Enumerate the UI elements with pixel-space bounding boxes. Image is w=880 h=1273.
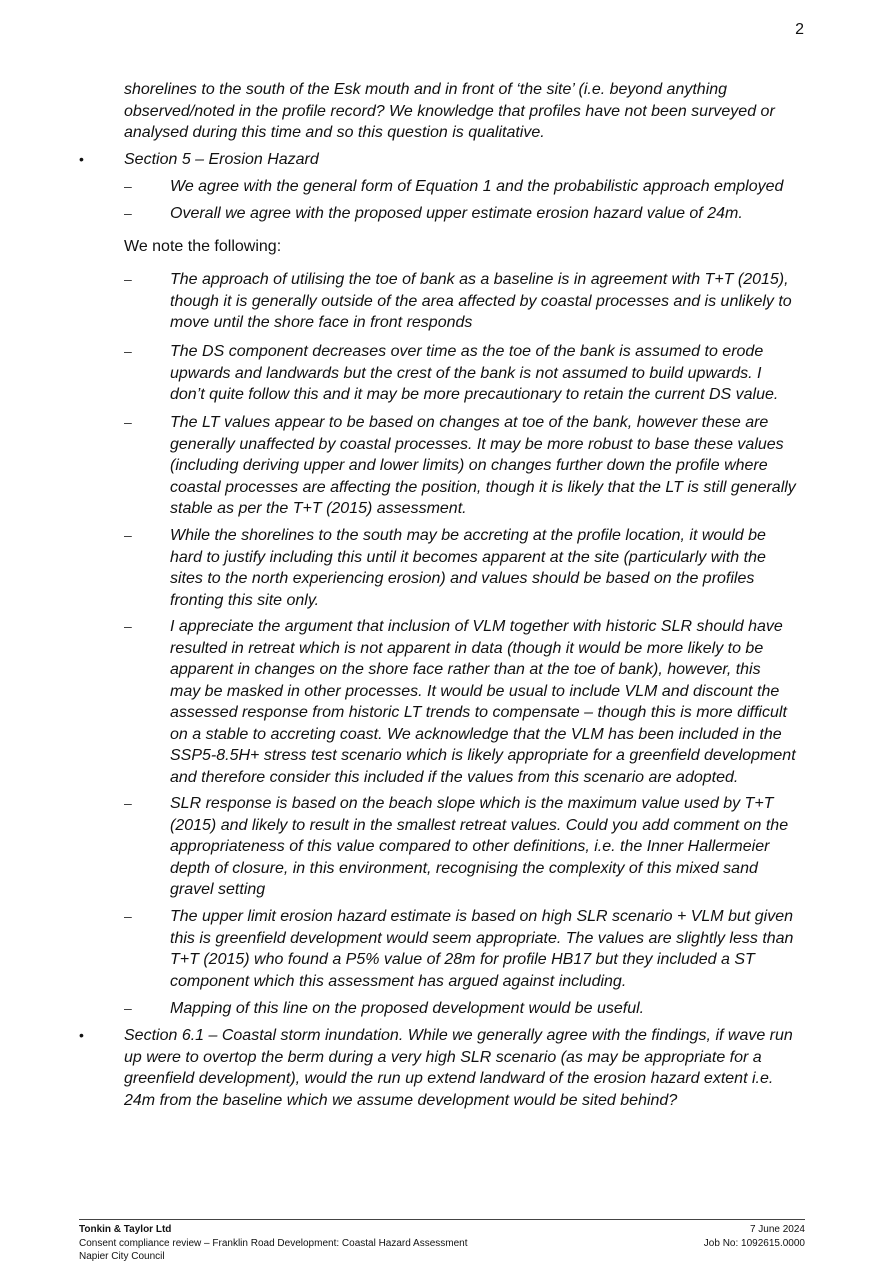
text-line: Section 6.1 – Coastal storm inundation. While we generally agree with the findings, if wave run bbox=[124, 1027, 793, 1044]
text-line: component which this assessment has argued against including. bbox=[170, 972, 627, 990]
dash-icon: – bbox=[124, 271, 132, 287]
dash-icon: – bbox=[124, 1000, 132, 1016]
bullet-icon: • bbox=[79, 151, 84, 167]
text-line: this is greenfield development would seem appropriate. The values are slightly less than bbox=[170, 929, 794, 947]
list-item-text bbox=[170, 412, 810, 520]
text-line: apparent in changes on the shore face rather than at the toe of bank), however, this bbox=[170, 661, 761, 678]
text-line: The LT values appear to be based on changes at toe of the bank, however these are bbox=[170, 414, 769, 431]
text-line: The DS component decreases over time as the toe of the bank is assumed to erode bbox=[170, 343, 764, 360]
text-line: analysed during this time and so this question is qualitative. bbox=[124, 124, 545, 141]
dash-icon: – bbox=[124, 414, 132, 430]
list-item-text bbox=[170, 616, 810, 788]
dash-icon: – bbox=[124, 527, 132, 543]
footer-divider bbox=[79, 1219, 805, 1220]
list-item-text: Overall we agree with the proposed upper estimate erosion hazard value of 24m. bbox=[170, 205, 743, 222]
dash-icon: – bbox=[124, 178, 132, 194]
page-number: 2 bbox=[795, 21, 804, 38]
list-item-text bbox=[170, 269, 810, 334]
section-5-heading: Section 5 – Erosion Hazard bbox=[124, 151, 319, 168]
text-line: (2015) and likely to result in the smallest retreat values. Could you add comment on the bbox=[170, 816, 789, 834]
text-line: upwards and landwards but the crest of the bank is not assumed to build upwards. I bbox=[170, 364, 762, 382]
text-line: hard to justify including this until it becomes apparent at the site (particularly with the bbox=[170, 548, 766, 566]
dash-icon: – bbox=[124, 343, 132, 359]
text-line: move until the shore face in front responds bbox=[170, 314, 473, 331]
list-item-text bbox=[170, 793, 810, 901]
dash-icon: – bbox=[124, 908, 132, 924]
footer-job-number: Job No: 1092615.0000 bbox=[703, 1237, 805, 1249]
text-line: appropriateness of this value compared to other definitions, i.e. the Inner Hallermeier bbox=[170, 838, 770, 855]
text-line: (including deriving upper and lower limits) on changes further down the profile where bbox=[170, 457, 768, 474]
text-line: While the shorelines to the south may be accreting at the profile location, it would be bbox=[170, 527, 766, 544]
text-line: assessed response from historic LT trends to compensate – though this is more difficult bbox=[170, 704, 787, 721]
text-line: 24m from the baseline which we assume development would be sited behind? bbox=[124, 1091, 678, 1109]
text-line: SLR response is based on the beach slope which is the maximum value used by T+T bbox=[170, 795, 774, 812]
text-line: The approach of utilising the toe of bank as a baseline is in agreement with T+T (2015), bbox=[170, 271, 789, 288]
list-item-text: Mapping of this line on the proposed development would be useful. bbox=[170, 1000, 645, 1017]
footer-client: Napier City Council bbox=[79, 1251, 165, 1262]
text-line: greenfield development), would the run up extend landward of the erosion hazard extent i.e. bbox=[124, 1070, 774, 1087]
list-item-text bbox=[170, 906, 810, 992]
text-line: observed/noted in the profile record? We knowledge that profiles have not been surveyed or bbox=[124, 102, 775, 120]
text-line: depth of closure, in this environment, recognising the complexity of this mixed sand bbox=[170, 859, 758, 877]
text-line: sites to the north experiencing erosion) and values should be based on the profiles bbox=[170, 570, 755, 587]
text-line: up were to overtop the berm during a very high SLR scenario (as may be appropriate for a bbox=[124, 1048, 762, 1066]
footer-company: Tonkin & Taylor Ltd bbox=[79, 1224, 172, 1235]
text-line: don’t quite follow this and it may be more precautionary to retain the current DS value. bbox=[170, 386, 779, 403]
text-line: T+T (2015) who found a P5% value of 28m for profile HB17 but they included a ST bbox=[170, 951, 755, 968]
text-line: The upper limit erosion hazard estimate is based on high SLR scenario + VLM but given bbox=[170, 908, 794, 925]
list-item-text: We agree with the general form of Equation 1 and the probabilistic approach employed bbox=[170, 178, 784, 195]
section-6-1-text bbox=[124, 1025, 814, 1111]
footer-left bbox=[79, 1223, 468, 1264]
text-line: though it is generally outside of the area affected by coastal processes and is unlikely to bbox=[170, 292, 792, 310]
text-line: may be masked in other processes. It would be usual to include VLM and discount the bbox=[170, 682, 780, 700]
text-line: and therefore consider this included if the values from this scenario are adopted. bbox=[170, 768, 739, 786]
text-line: SSP5-8.5H+ stress test scenario which is likely appropriate for a greenfield development bbox=[170, 747, 796, 764]
bullet-icon: • bbox=[79, 1027, 84, 1043]
footer-date: 7 June 2024 bbox=[749, 1224, 805, 1235]
dash-icon: – bbox=[124, 795, 132, 811]
text-line: on a stable to accreting coast. We acknowledge that the VLM has been included in the bbox=[170, 725, 782, 743]
text-line: fronting this site only. bbox=[170, 591, 320, 609]
list-item-text bbox=[170, 341, 810, 406]
text-line: shorelines to the south of the Esk mouth and in front of ‘the site’ (i.e. beyond anything bbox=[124, 81, 728, 98]
footer-right bbox=[704, 1223, 805, 1250]
dash-icon: – bbox=[124, 205, 132, 221]
text-line: I appreciate the argument that inclusion of VLM together with historic SLR should have bbox=[170, 618, 783, 635]
notes-heading: We note the following: bbox=[124, 238, 282, 255]
text-line: resulted in retreat which is not apparent in data (though it would be more likely to be bbox=[170, 639, 764, 657]
text-line: gravel setting bbox=[170, 881, 266, 898]
list-item-text bbox=[170, 525, 810, 611]
text-line: coastal processes are affecting the position, though it is likely that the LT is still generally bbox=[170, 478, 796, 496]
text-line: stable as per the T+T (2015) assessment. bbox=[170, 500, 467, 517]
footer-report-title: Consent compliance review – Franklin Road Development: Coastal Hazard Assessment bbox=[79, 1237, 468, 1249]
dash-icon: – bbox=[124, 618, 132, 634]
intro-paragraph bbox=[124, 79, 814, 144]
text-line: generally unaffected by coastal processes. It may be more robust to base these values bbox=[170, 435, 784, 453]
